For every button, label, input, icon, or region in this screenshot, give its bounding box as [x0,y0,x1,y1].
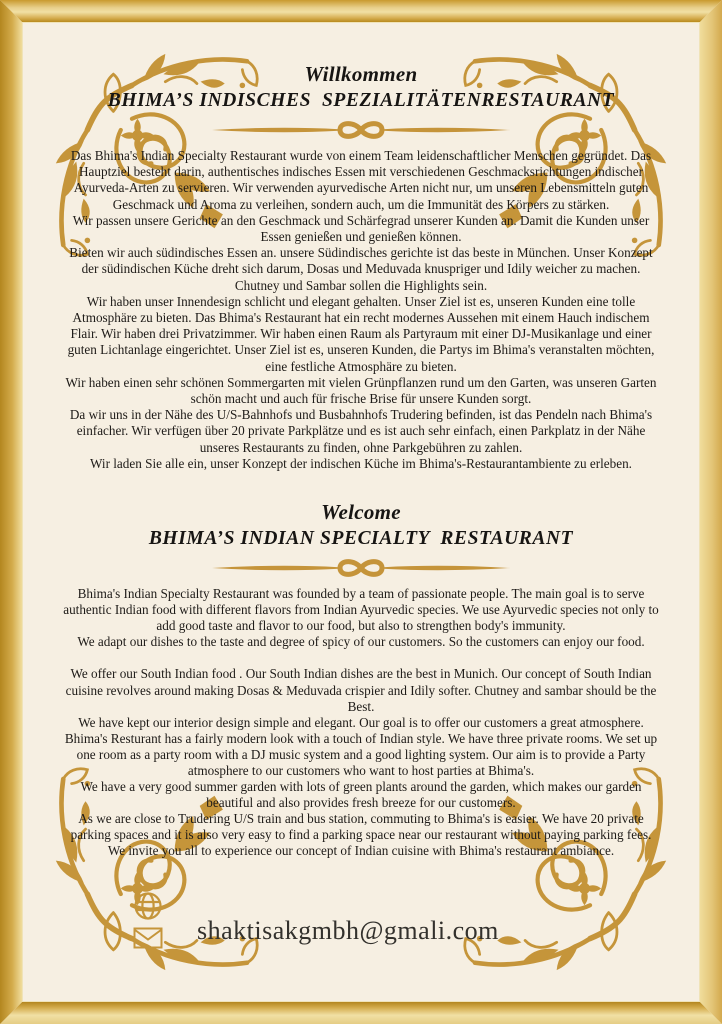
restaurant-title-german: BHIMA’S INDISCHES SPEZIALITÄTENRESTAURANT [107,90,615,111]
page-content [22,22,700,1002]
german-paragraph: Wir haben einen sehr schönen Sommergarten mit vielen Grünpflanzen rund um den Garten, was unseren Garten schön macht und auch für frische Brise für unsere Kunden sorgt. [65,374,657,407]
german-paragraph: Wir haben unser Innendesign schlicht und elegant gehalten. Unser Ziel ist es, unseren Kunden eine tolle Atmosphäre zu bieten. Das Bhima's Restaurant hat ein recht modernes Aussehen mit einem Hauch indischem Flair. Wir haben drei Privatzimmer. Wir haben einen Raum als Partyraum mit einer DJ-Musikanlage und einer guten Lichtanlage eingerichtet. Unser Ziel ist es, unseren Kunden, die Partys im Bhima's veranstalten möchten, eine festliche Atmosphäre zu bieten. [67,293,655,374]
german-text-block [60,148,662,472]
restaurant-title-english: BHIMA’S INDIAN SPECIALTY RESTAURANT [148,528,574,550]
english-paragraph: We offer our South Indian food . Our South Indian dishes are the best in Munich. Our concept of South Indian cuisine revolves around making Dosas & Meduvada crispier and Idily softer. Chutney and sambar should be the Best. [65,666,657,714]
welcome-heading-english: Welcome [321,500,401,525]
welcome-heading-german: Willkommen [304,62,418,86]
gold-frame-right [700,0,722,1024]
globe-icon [133,891,163,921]
english-paragraph: We have kept our interior design simple and elegant. Our goal is to offer our customers a great atmosphere. Bhima's Resturant has a fairly modern look with a touch of Indian style. We have three private rooms. We set up one room as a party room with a DJ music system and a good lighting system. Our aim is to provide a Party atmosphere to our customers who want to host parties at Bhima's. [64,714,658,778]
english-paragraph: We adapt our dishes to the taste and degree of spicy of our customers. So the customers can enjoy our food. [77,634,645,650]
email-address: shaktisakgmbh@gmali.com [197,916,499,945]
gold-frame-bottom [0,1002,722,1024]
english-paragraph: As we are close to Trudering U/S train and bus station, commuting to Bhima's is easier. We have 20 private parking spaces and it is also very easy to find a parking space near our restaurant without paying parking fees. [70,811,652,843]
english-text-block [60,586,662,860]
german-paragraph: Da wir uns in der Nähe des U/S-Bahnhofs und Busbahnhofs Trudering befinden, ist das Pendeln nach Bhima's einfacher. Wir verfügen über 20 private Parkplätze und es ist auch sehr einfach, einen Parkplatz in der Nähe unseres Restaurants zu finden, ohne Parkgebühren zu zahlen. [69,407,653,455]
english-paragraph: We have a very good summer garden with lots of green plants around the garden, which makes our garden beautiful and also provides fresh breeze for our customers. [80,779,642,811]
infinity-divider-icon [209,118,513,142]
german-paragraph: Bieten wir auch südindisches Essen an. unsere Südindisches gerichte ist das beste in München. Unser Konzept der südindischen Küche dreht sich darum, Dosas und Meduvada knuspriger und Idily weicher zu machen. Chutney und Sambar sollen die Highlights sein. [69,245,653,293]
email-icon [133,927,163,949]
german-paragraph: Wir passen unsere Gerichte an den Geschmack und Schärfegrad unserer Kunden an. Damit die Kunden unser Essen genießen und genießen können. [72,212,650,245]
gold-frame-left [0,0,22,1024]
english-paragraph: Bhima's Indian Specialty Restaurant was founded by a team of passionate people. The main goal is to serve authentic Indian food with different flavors from Indian Ayurvedic species. We use Ayurvedic species not only to add good taste and flavor to our food, but also to strengthen body's immunity. [63,586,659,634]
infinity-divider-icon [209,556,513,580]
german-paragraph: Das Bhima's Indian Specialty Restaurant wurde von einem Team leidenschaftlicher Menschen gegründet. Das Hauptziel besteht darin, authentisches indisches Essen mit verschiedenen Geschmacksrichtungen indischer Ayurveda-Arten zu servieren. Wir verwenden ayurvedische Arten nicht nur, um unseren Lebensmitteln guten Geschmack und Aroma zu verleihen, sondern auch, um die Immunität des Körpers zu stärken. [70,148,652,212]
german-paragraph: Wir laden Sie alle ein, unser Konzept der indischen Küche im Bhima's-Restaurantambiente zu erleben. [90,455,632,471]
english-paragraph: We invite you all to experience our concept of Indian cuisine with Bhima's restaurant ambiance. [107,843,615,859]
gold-frame-top [0,0,722,22]
